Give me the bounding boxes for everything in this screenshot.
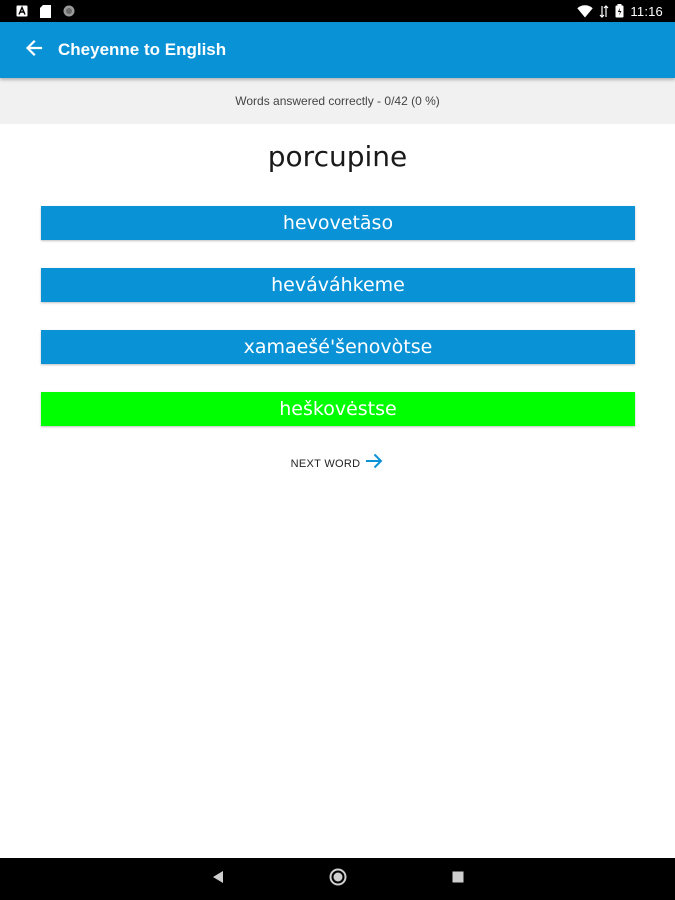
status-bar (0, 0, 675, 22)
answer-button-2[interactable]: heváváhkeme (41, 268, 635, 302)
status-right-icons (577, 4, 663, 19)
nav-bar (0, 858, 675, 900)
answer-button-4-correct[interactable]: heškovėstse (41, 392, 635, 426)
arrow-right-icon (364, 452, 384, 475)
status-time: 11:16 (630, 3, 663, 19)
app-title: Cheyenne to English (58, 40, 227, 59)
battery-icon (615, 4, 624, 18)
answer-button-3[interactable]: xamaešé'šenovòtse (41, 330, 635, 364)
home-circle-icon (329, 868, 347, 891)
notification-a-icon (16, 5, 28, 17)
app-bar (0, 22, 675, 78)
next-word-label: NEXT WORD (290, 457, 361, 470)
next-word-button[interactable] (0, 452, 675, 475)
circle-notification-icon (63, 5, 75, 17)
back-button[interactable] (14, 30, 54, 70)
wifi-icon (577, 5, 593, 18)
nav-recents-button[interactable] (444, 865, 472, 893)
back-triangle-icon (212, 870, 224, 889)
status-left-icons (16, 5, 75, 18)
nav-back-button[interactable] (204, 865, 232, 893)
answer-list (41, 206, 635, 454)
sd-card-icon (40, 5, 51, 18)
answer-button-1[interactable]: hevovetāso (41, 206, 635, 240)
data-arrows-icon (599, 5, 609, 18)
back-arrow-icon (25, 39, 43, 62)
nav-home-button[interactable] (324, 865, 352, 893)
progress-strip (0, 78, 675, 124)
progress-text: Words answered correctly - 0/42 (0 %) (235, 94, 440, 108)
recents-square-icon (452, 870, 464, 888)
question-word: porcupine (267, 140, 408, 173)
